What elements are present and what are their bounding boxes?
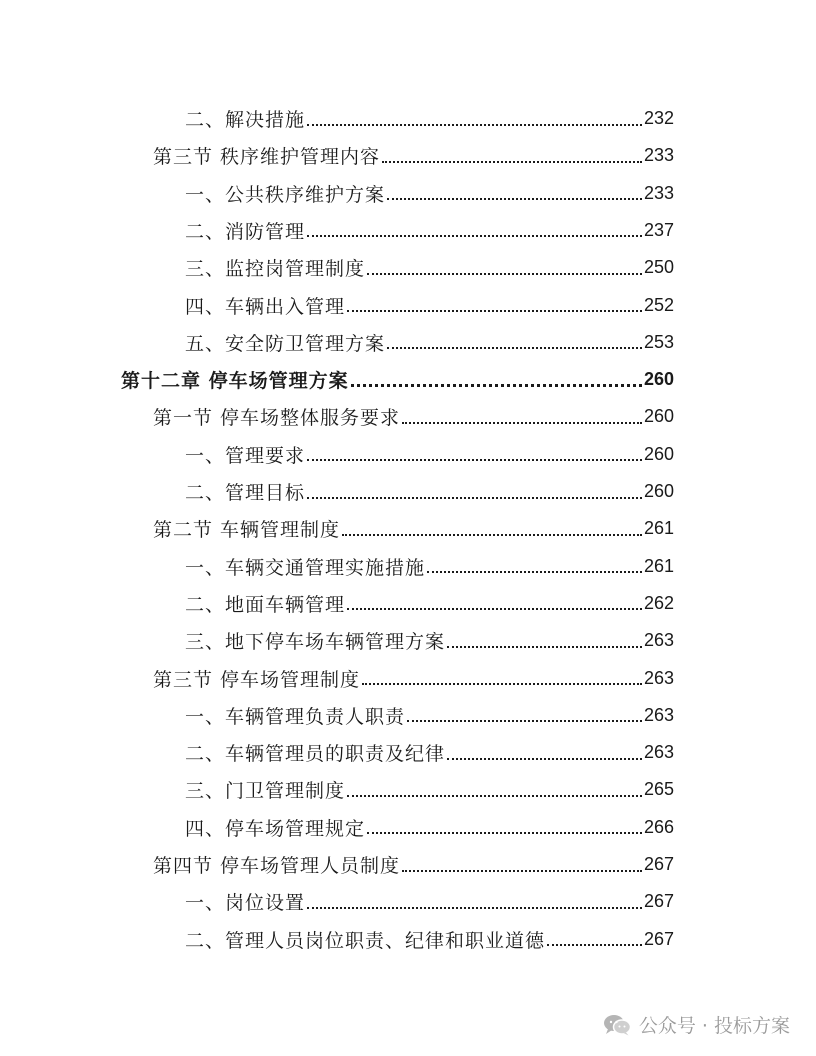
toc-entry-label: 二、解决措施 xyxy=(185,109,306,131)
toc-entry-page: 232 xyxy=(643,108,674,128)
toc-dot-leader xyxy=(427,571,642,573)
toc-entry-label: 三、监控岗管理制度 xyxy=(185,258,366,281)
toc-entry-page: 252 xyxy=(643,294,674,315)
toc-dot-leader xyxy=(387,347,642,349)
watermark-text: 公众号 · 投标方案 xyxy=(638,1015,790,1037)
toc-dot-leader xyxy=(402,422,642,424)
toc-entry-label: 二、消防管理 xyxy=(185,220,306,243)
toc-entry[interactable] xyxy=(153,137,674,174)
toc-dot-leader xyxy=(307,235,642,237)
toc-entry-page: 267 xyxy=(643,891,674,912)
toc-dot-leader xyxy=(387,198,642,200)
toc-entry-label: 二、管理目标 xyxy=(185,482,306,504)
toc-dot-leader xyxy=(351,384,642,387)
toc-entry-label: 第四节 停车场管理人员制度 xyxy=(153,855,401,877)
toc-dot-leader xyxy=(382,161,642,163)
toc-dot-leader xyxy=(447,758,642,760)
toc-entry-page: 237 xyxy=(643,219,674,240)
toc-dot-leader xyxy=(347,795,642,797)
toc-entry-label: 第三节 秩序维护管理内容 xyxy=(153,146,381,169)
toc-dot-leader xyxy=(362,683,642,685)
toc-entry[interactable] xyxy=(185,473,674,510)
toc-entry-label: 五、安全防卫管理方案 xyxy=(185,332,386,355)
toc-dot-leader xyxy=(307,459,642,461)
toc-entry[interactable] xyxy=(185,771,674,808)
toc-entry-label: 一、车辆交通管理实施措施 xyxy=(185,556,426,579)
toc-entry[interactable] xyxy=(185,175,674,212)
toc-entry-label: 三、门卫管理制度 xyxy=(185,780,346,803)
toc-entry-page: 263 xyxy=(643,667,674,688)
toc-entry-label: 三、地下停车场车辆管理方案 xyxy=(185,631,446,654)
toc-entry[interactable] xyxy=(185,249,674,286)
toc-entry-label: 一、车辆管理负责人职责 xyxy=(185,705,406,728)
toc-entry-page: 261 xyxy=(643,518,674,539)
toc-dot-leader xyxy=(347,310,642,312)
toc-entry-page: 267 xyxy=(643,928,674,949)
toc-entry[interactable] xyxy=(153,510,674,547)
toc-entry[interactable] xyxy=(185,809,674,846)
toc-entry[interactable] xyxy=(185,324,674,361)
toc-entry-page: 260 xyxy=(643,443,674,464)
watermark xyxy=(603,1011,790,1038)
toc-entry[interactable] xyxy=(185,100,674,137)
toc-entry-page: 233 xyxy=(643,145,674,166)
toc-entry-label: 四、车辆出入管理 xyxy=(185,295,346,318)
toc-entry-page: 253 xyxy=(643,331,674,352)
toc-dot-leader xyxy=(367,273,642,275)
toc-entry[interactable] xyxy=(185,548,674,585)
toc-dot-leader xyxy=(407,720,642,722)
toc-entry-label: 一、管理要求 xyxy=(185,444,306,467)
toc-entry-page: 261 xyxy=(643,555,674,576)
toc-entry-page: 266 xyxy=(643,816,674,837)
toc-entry[interactable] xyxy=(153,398,674,435)
toc-entry-label: 二、地面车辆管理 xyxy=(185,593,346,616)
toc-dot-leader xyxy=(547,944,642,946)
toc-entry[interactable] xyxy=(153,846,674,883)
toc-entry-label: 二、车辆管理员的职责及纪律 xyxy=(185,743,446,766)
toc-entry[interactable] xyxy=(185,287,674,324)
wechat-icon xyxy=(603,1014,631,1036)
toc-entry-label: 四、停车场管理规定 xyxy=(185,817,366,840)
toc-dot-leader xyxy=(402,870,642,872)
toc-dot-leader xyxy=(307,124,642,126)
toc-entry-label: 一、公共秩序维护方案 xyxy=(185,183,386,206)
toc-entry-label: 一、岗位设置 xyxy=(185,892,306,915)
toc-dot-leader xyxy=(347,608,642,610)
toc-entry[interactable] xyxy=(185,585,674,622)
toc-entry-page: 263 xyxy=(643,742,674,763)
toc-entry[interactable] xyxy=(185,436,674,473)
toc-entry-page: 233 xyxy=(643,182,674,203)
toc-entry[interactable] xyxy=(185,921,674,958)
toc-entry-label: 第三节 停车场管理制度 xyxy=(153,668,361,691)
toc-entry-page: 267 xyxy=(643,854,674,874)
toc-entry[interactable] xyxy=(185,622,674,659)
toc-entry[interactable] xyxy=(185,883,674,920)
toc-entry-page: 260 xyxy=(643,481,674,501)
toc-entry[interactable] xyxy=(153,660,674,697)
toc-dot-leader xyxy=(307,907,642,909)
toc-dot-leader xyxy=(342,534,642,536)
toc-entry[interactable] xyxy=(185,212,674,249)
toc-chapter-entry[interactable] xyxy=(121,361,674,398)
toc-entry[interactable] xyxy=(185,734,674,771)
toc-entry-page: 265 xyxy=(643,779,674,800)
toc-entry-page: 263 xyxy=(643,630,674,651)
toc-entry[interactable] xyxy=(185,697,674,734)
toc-dot-leader xyxy=(367,832,642,834)
toc-entry-label: 第一节 停车场整体服务要求 xyxy=(153,407,401,430)
toc-entry-label: 第十二章 停车场管理方案 xyxy=(121,370,349,393)
toc-entry-label: 第二节 车辆管理制度 xyxy=(153,519,341,542)
toc-entry-page: 263 xyxy=(643,704,674,725)
toc-entry-page: 262 xyxy=(643,592,674,613)
toc-entry-page: 250 xyxy=(643,257,674,278)
toc-dot-leader xyxy=(307,497,642,499)
toc-entry-label: 二、管理人员岗位职责、纪律和职业道德 xyxy=(185,929,546,952)
toc-entry-page: 260 xyxy=(643,406,674,427)
toc-dot-leader xyxy=(447,646,642,648)
toc-entry-page: 260 xyxy=(643,369,674,390)
